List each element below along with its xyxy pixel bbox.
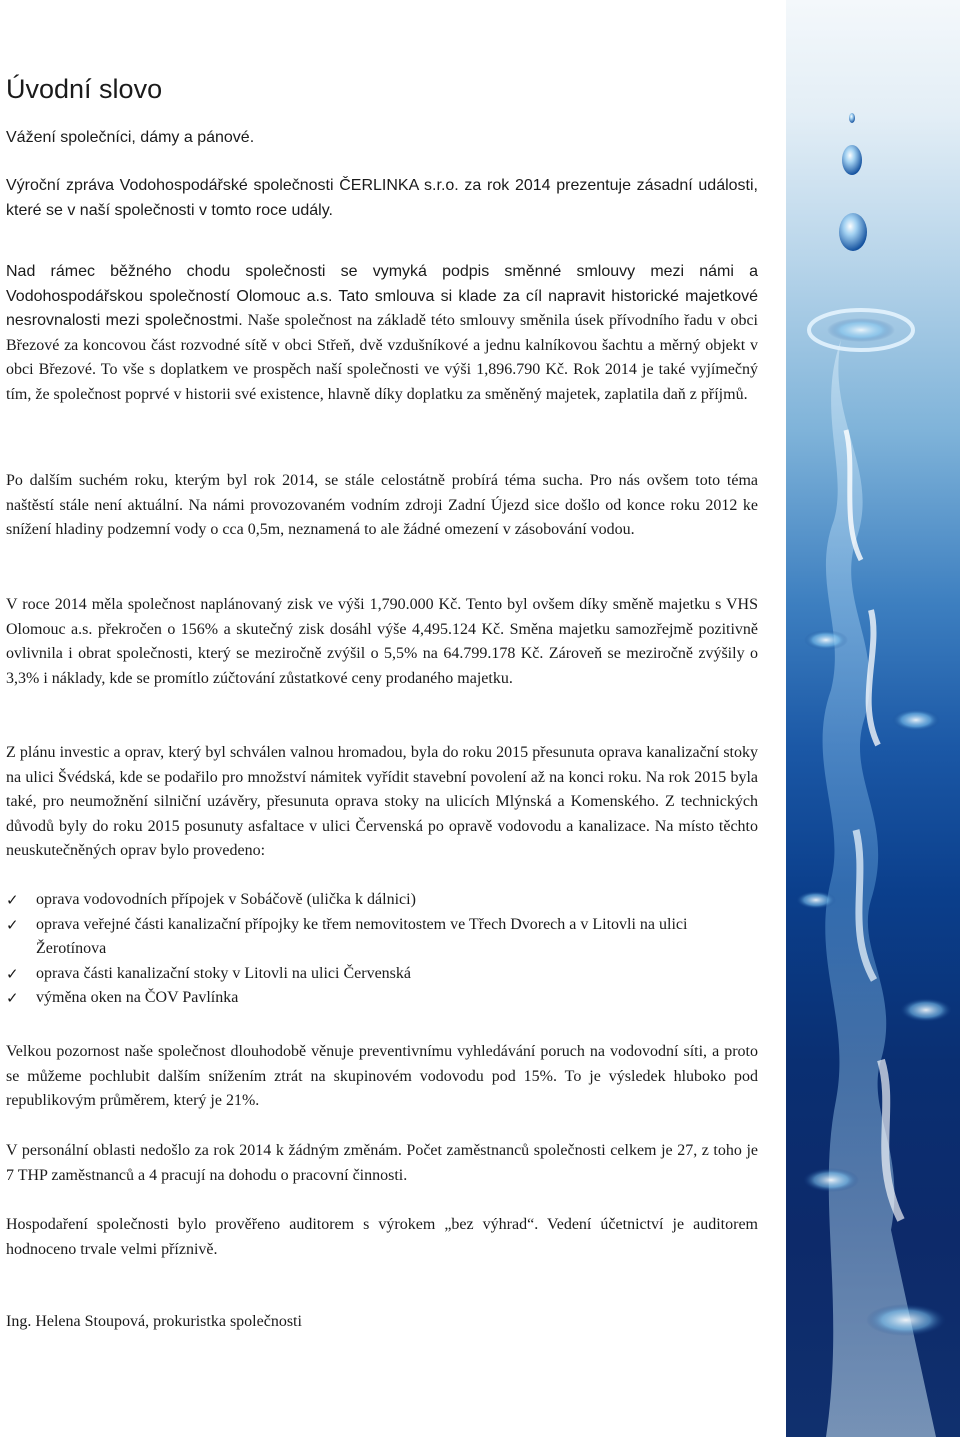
list-item: [6, 913, 758, 962]
checkmark-icon: ✓: [6, 915, 19, 934]
paragraph-investments: Z plánu investic a oprav, který byl schválen valnou hromadou, byla do roku 2015 přesunuta oprava kanalizační stoky na ulici Švédská, kde se podařilo pro množství námitek vyřídit stavební povolení až na konci roku. Na rok 2015 byla také, pro neumožnění silniční uzávěry, přesunuta oprava stoky na ulicích Mlýnská a Komenského. Z technických důvodů byly do roku 2015 posunuty asfaltace v ulici Červenská po opravě vodovodu a kanalizace. Na místo těchto neuskutečněných oprav bylo provedeno:: [6, 744, 758, 860]
page-title: Úvodní slovo: [6, 74, 163, 104]
paragraph-audit: Hospodaření společnosti bylo prověřeno auditorem s výrokem „bez výhrad“. Vedení účetnictví je auditorem hodnoceno trvale velmi příznivě.: [6, 1216, 758, 1258]
water-splash: [900, 998, 952, 1022]
water-splash: [892, 709, 940, 731]
ripple: [827, 318, 895, 342]
paragraph-exchange-contract: [6, 260, 758, 408]
list-item: [6, 888, 758, 913]
paragraph-profit: V roce 2014 měla společnost naplánovaný zisk ve výši 1,790.000 Kč. Tento byl ovšem díky směně majetku s VHS Olomouc a.s. překročen o 156% a skutečný zisk dosáhl výše 4,495.124 Kč. Směna majetku samozřejmě pozitivně ovlivnila i obrat společnosti, který se meziročně zvýšil o 5,5% na 64.799.178 Kč. Zároveň se meziročně zvýšily o 3,3% i náklady, kde se promítlo zúčtování zůstatkové ceny prodaného majetku.: [6, 596, 758, 687]
water-splash: [866, 1304, 946, 1336]
list-item: [6, 962, 758, 987]
water-drops-image: [786, 0, 960, 1437]
paragraph-exchange-contract-b: Naše společnost na základě této smlouvy směnila úsek přívodního řadu v obci Březové za koncovou část rozvodné sítě v obci Střeň, dvě vzdušníkové a jednu kalníkovou šachtu a měrný objekt v obci Březové. To vše s doplatkem ve prospěch naší společnosti ve výši 1,896.790 Kč. Rok 2014 je také vyjímečný tím, že společnost poprvé v historii své existence, hlavně díky doplatku za směněný majetek, zaplatila daň z příjmů.: [6, 312, 758, 403]
water-splash: [804, 630, 848, 650]
paragraph-personnel: V personální oblasti nedošlo za rok 2014 k žádným změnám. Počet zaměstnanců společnosti celkem je 27, z toho je 7 THP zaměstnanců a 4 pracují na dohodu o pracovní činnosti.: [6, 1142, 758, 1184]
checkmark-icon: ✓: [6, 891, 19, 909]
water-drops-graphic: [786, 0, 960, 1437]
greeting: Vážení společníci, dámy a pánové.: [6, 129, 255, 146]
water-drop: [839, 213, 867, 251]
list-item-label: oprava vodovodních přípojek v Sobáčově (ulička k dálnici): [36, 891, 416, 908]
list-item-label: oprava části kanalizační stoky v Litovli na ulici Červenská: [36, 964, 411, 982]
list-item-label: oprava veřejné části kanalizační přípojky ke třem nemovitostem ve Třech Dvorech a v Litovli na ulici Žerotínova: [36, 915, 688, 958]
paragraph-drought: Po dalším suchém roku, kterým byl rok 2014, se stále celostátně probírá téma sucha. Pro nás ovšem toto téma naštěstí stále není aktuální. Na námi provozovaném vodním zdroji Zadní Újezd sice došlo od konce roku 2012 ke snížení hladiny podzemní vody o cca 0,5m, neznamená to ale žádné omezení v zásobování vodou.: [6, 472, 758, 539]
repairs-checklist: [6, 888, 758, 1011]
water-column: [823, 340, 936, 1437]
water-splash: [796, 891, 836, 909]
list-item-label: výměna oken na ČOV Pavlínka: [36, 989, 239, 1007]
water-splash: [803, 1168, 859, 1192]
checkmark-icon: ✓: [6, 989, 19, 1008]
paragraph-leak-detection: Velkou pozornost naše společnost dlouhodobě věnuje preventivnímu vyhledávání poruch na vodovodní síti, a proto se můžeme pochlubit dalším snížením ztrát na skupinovém vodovodu pod 15%. To je výsledek hluboko pod republikovým průměrem, který je 21%.: [6, 1043, 758, 1110]
signature: Ing. Helena Stoupová, prokuristka společnosti: [6, 1313, 302, 1330]
paragraph-exchange-contract-a: Nad rámec běžného chodu společnosti se vymyká podpis směnné smlouvy mezi námi a Vodohospodářskou společností Olomouc a.s. Tato smlouva si klade za cíl napravit historické majetkové nesrovnalosti mezi společnostmi.: [6, 263, 758, 330]
paragraph-intro: Výroční zpráva Vodohospodářské společnosti ČERLINKA s.r.o. za rok 2014 prezentuje zásadní události, které se v naší společnosti v tomto roce udály.: [6, 177, 758, 219]
list-item: [6, 986, 758, 1011]
water-drop: [842, 145, 862, 175]
checkmark-icon: ✓: [6, 964, 19, 983]
water-drop: [849, 113, 855, 123]
water-highlight: [869, 610, 878, 745]
